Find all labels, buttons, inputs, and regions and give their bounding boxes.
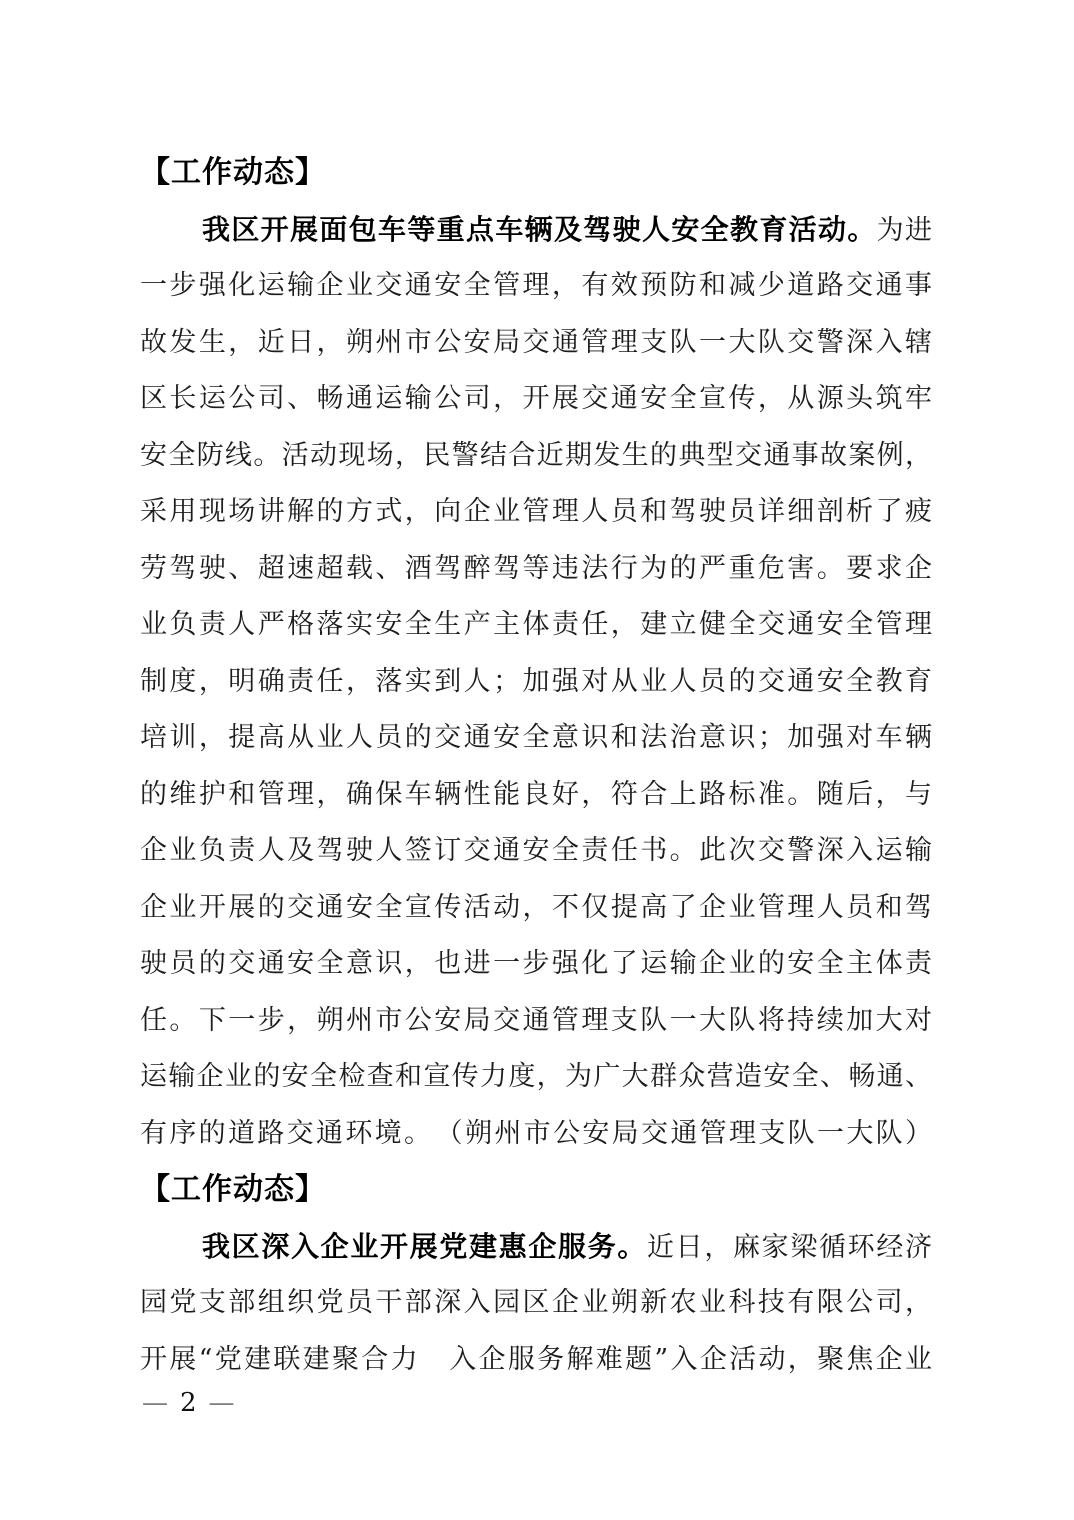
article-title-tail: 为进 — [876, 214, 932, 246]
body-line: 一步强化运输企业交通安全管理，有效预防和减少道路交通事 — [140, 270, 932, 301]
text-block — [140, 145, 932, 1388]
body-line: 培训，提高从业人员的交通安全意识和法治意识；加强对车辆 — [140, 722, 932, 753]
body-line: 劳驾驶、超速超载、酒驾醉驾等违法行为的严重危害。要求企 — [140, 552, 932, 584]
body-line: 园党支部组织党员干部深入园区企业朔新农业科技有限公司， — [140, 1287, 932, 1318]
footer-dash-right: — — [208, 1388, 235, 1418]
body-line: 任。下一步，朔州市公安局交通管理支队一大队将持续加大对 — [140, 1004, 932, 1036]
body-line: 运输企业的安全检查和宣传力度，为广大群众营造安全、畅通、 — [140, 1061, 932, 1092]
article-title: 我区开展面包车等重点车辆及驾驶人安全教育活动。 — [202, 212, 877, 246]
section-heading: 【工作动态】 — [140, 155, 326, 190]
body-line: 的维护和管理，确保车辆性能良好，符合上路标准。随后，与 — [140, 778, 932, 810]
body-line: 制度，明确责任，落实到人；加强对从业人员的交通安全教育 — [140, 665, 932, 697]
body-line: 安全防线。活动现场，民警结合近期发生的典型交通事故案例， — [140, 439, 932, 471]
article-title-line — [140, 202, 932, 259]
body-line: 故发生，近日，朔州市公安局交通管理支队一大队交警深入辖 — [140, 326, 932, 358]
body-line: 企业负责人及驾驶人签订交通安全责任书。此次交警深入运输 — [140, 835, 932, 866]
body-line: 驶员的交通安全意识，也进一步强化了运输企业的安全主体责 — [140, 948, 932, 979]
page-footer — [142, 1386, 235, 1420]
page-number: 2 — [180, 1388, 197, 1418]
article-title: 我区深入企业开展党建惠企服务。 — [202, 1229, 647, 1263]
body-line: 采用现场讲解的方式，向企业管理人员和驾驶员详细剖析了疲 — [140, 496, 932, 527]
body-line-attribution: 有序的道路交通环境。 （朔州市公安局交通管理支队一大队） — [140, 1117, 932, 1149]
article-title-tail: 近日，麻家梁循环经济 — [647, 1231, 932, 1263]
section-heading: 【工作动态】 — [140, 1172, 326, 1207]
article-title-line — [140, 1219, 932, 1276]
body-line: 业负责人严格落实安全生产主体责任，建立健全交通安全管理 — [140, 609, 932, 640]
body-line: 企业开展的交通安全宣传活动，不仅提高了企业管理人员和驾 — [140, 891, 932, 923]
body-line: 区长运公司、畅通运输公司，开展交通安全宣传，从源头筑牢 — [140, 383, 932, 414]
body-line: 开展“党建联建聚合力 入企服务解难题”入企活动，聚焦企业 — [140, 1343, 932, 1375]
footer-dash-left: — — [142, 1388, 168, 1418]
